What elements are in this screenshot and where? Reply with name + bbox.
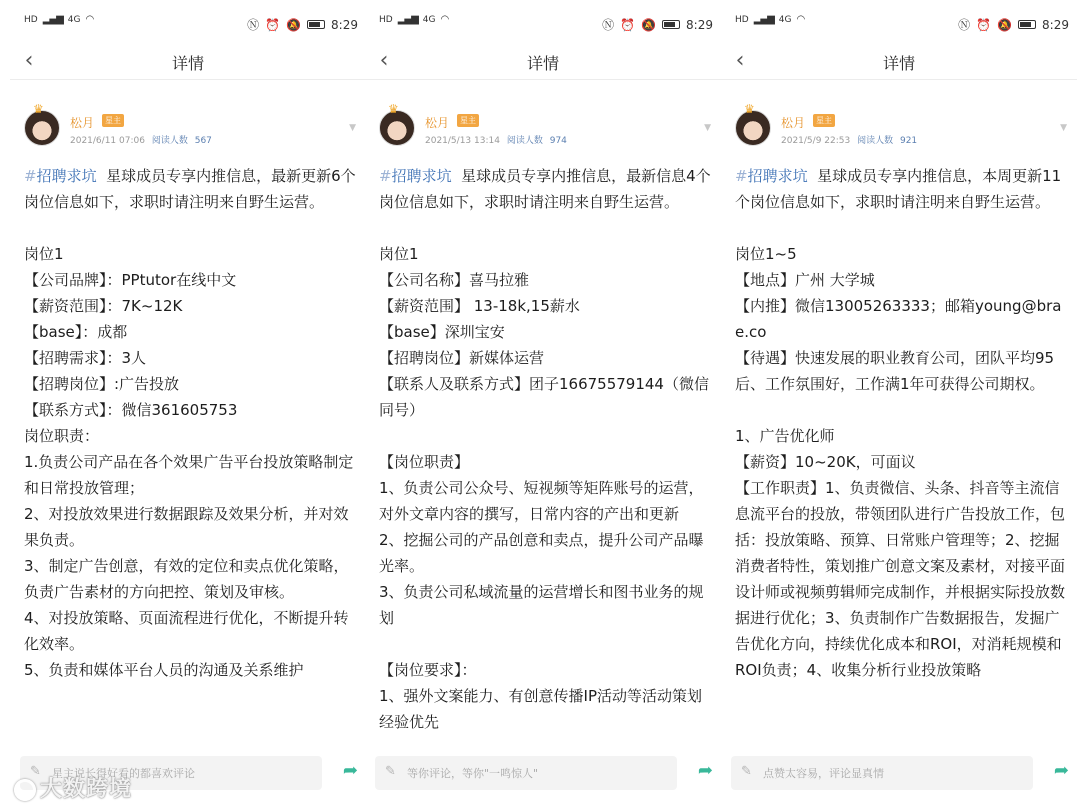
post-meta [70, 133, 212, 146]
more-chevron-down-icon[interactable]: ▼ [1060, 123, 1067, 133]
hd-label: HD [735, 14, 749, 25]
status-bar [365, 12, 721, 38]
more-chevron-down-icon[interactable]: ▼ [704, 123, 711, 133]
comment-placeholder: 星主说长得好看的都喜欢评论 [52, 767, 195, 780]
topic-tag[interactable]: 招聘求坑 [747, 167, 808, 185]
pen-icon: ✎ [741, 764, 752, 779]
watermark-logo [14, 772, 132, 803]
bottom-bar [721, 750, 1077, 798]
wifi-icon: ◠ [85, 14, 94, 25]
system-indicators [958, 16, 1069, 33]
watermark-text: 大数跨境 [40, 777, 133, 802]
alarm-icon: ⏰ [976, 17, 992, 32]
author-name[interactable]: 松月 [781, 116, 806, 130]
wifi-icon: ◠ [440, 14, 449, 25]
back-chevron-icon[interactable]: ‹ [379, 48, 389, 73]
owner-badge: 星主 [102, 114, 124, 127]
phone-screen-1 [10, 0, 366, 810]
post-body: 星球成员专享内推信息，本周更新11个岗位信息如下，求职时请注明来自野生运营。 岗位1~5 【地点】广州 大学城 【内推】微信13005263333；邮箱young@brae.co 【待遇】快速发展的职业教育公司，团队平均95后、工作氛围好，工作满1年可获得公司期权。 1、广告优化师 【薪资】10~20K，可面议 【工作职责】1、负责微信、头条、抖音等主流信息流平台的投放，带领团队进行广告投放工作，包括：投放策略、预算、日常账户管理等；2、挖掘消费者特性，策划推广创意文案及素材，对接平面设计师或视频剪辑师完成制作，并根据实际投放数据进行优化；3、负责制作广告数据报告，发掘广告优化方向，持续优化成本和ROI，对消耗规模和ROI负责；4、收集分析行业投放策略 [735, 167, 1066, 679]
clock: 8:29 [331, 17, 358, 32]
post-header [721, 104, 1077, 154]
post-content [24, 163, 356, 748]
system-indicators [247, 16, 358, 33]
network-label: 4G [422, 14, 436, 25]
post-header [10, 104, 366, 154]
owner-badge: 星主 [457, 114, 479, 127]
hd-label: HD [379, 14, 393, 25]
crown-icon: ♛ [744, 102, 755, 116]
reads-count: 567 [194, 136, 212, 146]
hd-label: HD [24, 14, 38, 25]
phone-screen-3 [721, 0, 1077, 810]
alarm-icon: ⏰ [620, 17, 636, 32]
post-content [735, 163, 1067, 748]
share-icon[interactable]: ➦ [1053, 760, 1069, 781]
reads-label: 阅读人数 [151, 136, 188, 146]
post-meta [425, 133, 567, 146]
post-datetime: 2021/6/11 07:06 [70, 136, 145, 146]
post-body: 星球成员专享内推信息，最新信息4个岗位信息如下，求职时请注明来自野生运营。 岗位1 【公司名称】喜马拉雅 【薪资范围】 13-18k,15薪水 【base】深圳宝安 【招聘岗位】新媒体运营 【联系人及联系方式】团子16675579144（微信同号） 【岗位职责】 1、负责公司公众号、短视频等矩阵账号的运营，对外文章内容的撰写，日常内容的产出和更新 2、挖掘公司的产品创意和卖点，提升公司产品曝光率。 3、负责公司私域流量的运营增长和图书业务的规划 【岗位要求】： 1、强外文案能力、有创意传播IP活动等活动策划经验优先 [379, 167, 711, 731]
back-chevron-icon[interactable]: ‹ [735, 48, 745, 73]
comment-input[interactable] [731, 756, 1033, 790]
signal-icon: ▂▄▆ [753, 14, 774, 25]
share-icon[interactable]: ➦ [697, 760, 713, 781]
clock: 8:29 [1042, 17, 1069, 32]
page-title: 详情 [171, 54, 204, 73]
more-chevron-down-icon[interactable]: ▼ [349, 123, 356, 133]
reads-count: 974 [549, 136, 567, 146]
post-content [379, 163, 711, 748]
reads-label: 阅读人数 [506, 136, 543, 146]
signal-indicators [735, 14, 804, 25]
comment-input[interactable] [375, 756, 677, 790]
mute-icon: 🔕 [641, 17, 657, 32]
network-label: 4G [778, 14, 792, 25]
nfc-icon: Ⓝ [247, 18, 260, 32]
share-icon[interactable]: ➦ [342, 760, 358, 781]
pen-icon: ✎ [30, 764, 41, 779]
reads-count: 921 [899, 136, 918, 146]
post-header [365, 104, 721, 154]
bottom-bar [365, 750, 721, 798]
page-title: 详情 [526, 54, 559, 73]
author-name[interactable]: 松月 [70, 116, 95, 130]
owner-badge: 星主 [813, 114, 835, 127]
nav-bar [721, 44, 1077, 80]
post-body: 星球成员专享内推信息，最新更新6个岗位信息如下，求职时请注明来自野生运营。 岗位1 【公司品牌】：PPtutor在线中文 【薪资范围】：7K~12K 【base】：成都 【招聘需求】：3人 【招聘岗位】:广告投放 【联系方式】：微信361605753 岗位职责： 1.负责公司产品在各个效果广告平台投放策略制定和日常投放管理； 2、对投放效果进行数据跟踪及效果分析，并对效果负责。 3、制定广告创意，有效的定位和卖点优化策略，负责广告素材的方向把控、策划及审核。 4、对投放策略、页面流程进行优化，不断提升转化效率。 5、负责和媒体平台人员的沟通及关系维护 [24, 167, 356, 679]
battery-icon [307, 20, 325, 29]
topic-tag[interactable]: 招聘求坑 [36, 167, 97, 185]
signal-indicators [379, 14, 448, 25]
signal-icon: ▂▄▆ [42, 14, 63, 25]
battery-icon [662, 20, 680, 29]
alarm-icon: ⏰ [265, 17, 281, 32]
pen-icon: ✎ [385, 764, 396, 779]
post-datetime: 2021/5/9 22:53 [781, 136, 851, 146]
hashtag-symbol: # [379, 167, 392, 185]
status-bar [10, 12, 366, 38]
comment-placeholder: 点赞太容易，评论显真情 [763, 767, 884, 780]
mute-icon: 🔕 [997, 17, 1013, 32]
hashtag-symbol: # [735, 167, 748, 185]
nav-bar [10, 44, 366, 80]
reads-label: 阅读人数 [857, 136, 894, 146]
nav-bar [365, 44, 721, 80]
crown-icon: ♛ [33, 102, 44, 116]
battery-icon [1018, 20, 1036, 29]
clock: 8:29 [686, 17, 713, 32]
comment-placeholder: 等你评论，等你"一鸣惊人" [407, 767, 539, 780]
status-bar [721, 12, 1077, 38]
phone-screen-2 [365, 0, 721, 810]
nfc-icon: Ⓝ [958, 18, 971, 32]
nfc-icon: Ⓝ [602, 18, 615, 32]
topic-tag[interactable]: 招聘求坑 [391, 167, 452, 185]
post-meta [781, 133, 917, 146]
signal-icon: ▂▄▆ [397, 14, 418, 25]
page-title: 详情 [882, 54, 915, 73]
signal-indicators [24, 14, 93, 25]
post-datetime: 2021/5/13 13:14 [425, 136, 500, 146]
author-name[interactable]: 松月 [425, 116, 450, 130]
crown-icon: ♛ [388, 102, 399, 116]
wifi-icon: ◠ [796, 14, 805, 25]
mute-icon: 🔕 [286, 17, 302, 32]
system-indicators [602, 16, 713, 33]
back-chevron-icon[interactable]: ‹ [24, 48, 34, 73]
network-label: 4G [67, 14, 81, 25]
logo-ring-icon [14, 779, 36, 801]
hashtag-symbol: # [24, 167, 37, 185]
